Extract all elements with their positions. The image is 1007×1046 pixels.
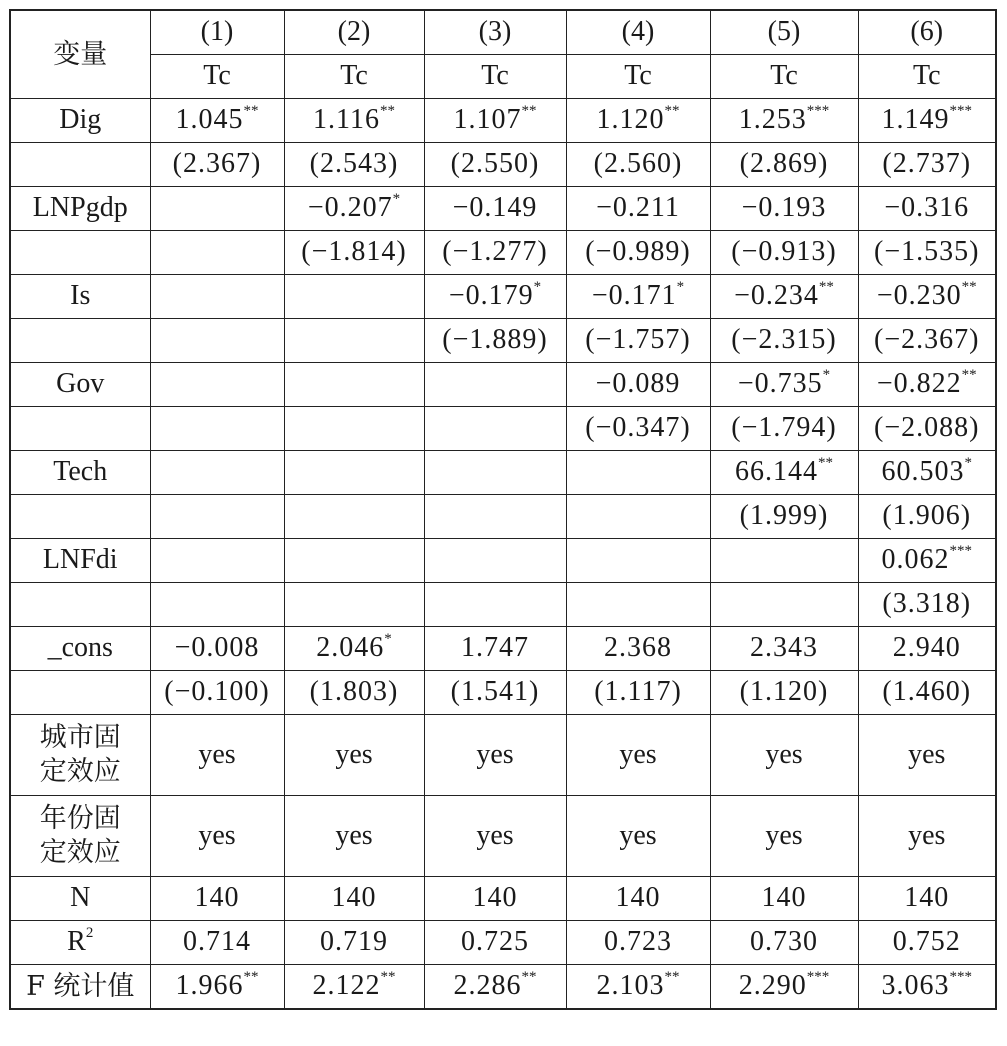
coefficient-value: 3.063 xyxy=(881,970,950,1002)
coefficient-value: 1.120 xyxy=(596,104,665,136)
f-statistic-cell xyxy=(858,965,996,1010)
t-statistic-cell xyxy=(150,583,284,627)
t-statistic-cell xyxy=(566,583,710,627)
t-statistic-cell xyxy=(150,407,284,451)
coefficient-value: 2.343 xyxy=(750,632,818,664)
significance-stars: * xyxy=(964,455,972,472)
t-statistic-cell: (−2.367) xyxy=(858,319,996,363)
fixed-effect-label-line1: 城市固 xyxy=(39,722,121,754)
dependent-variable: Tc xyxy=(424,55,566,99)
coefficient-value: −0.735 xyxy=(737,368,823,400)
significance-stars: *** xyxy=(949,969,972,986)
t-statistic-cell xyxy=(150,495,284,539)
significance-stars: ** xyxy=(521,969,537,986)
significance-stars: *** xyxy=(949,103,972,120)
coefficient-value: −0.171 xyxy=(591,280,677,312)
f-statistic-cell xyxy=(566,965,710,1010)
fixed-effect-value: yes xyxy=(858,715,996,796)
coefficient-row xyxy=(10,363,996,407)
coefficient-value: −0.316 xyxy=(884,192,970,224)
significance-stars: * xyxy=(533,279,542,296)
t-statistic-cell: (−1.889) xyxy=(424,319,566,363)
fixed-effect-value: yes xyxy=(858,796,996,877)
coefficient-cell xyxy=(710,187,858,231)
significance-stars: * xyxy=(384,631,392,648)
dependent-variable: Tc xyxy=(150,55,284,99)
t-statistic-cell: (2.869) xyxy=(710,143,858,187)
fixed-effect-label-line2: 定效应 xyxy=(39,756,121,787)
fixed-effect-value: yes xyxy=(150,715,284,796)
coefficient-value: −0.230 xyxy=(876,280,962,312)
t-statistic-cell: (1.117) xyxy=(566,671,710,715)
t-statistic-cell xyxy=(424,495,566,539)
fixed-effect-value: yes xyxy=(424,715,566,796)
t-statistic-cell: (1.460) xyxy=(858,671,996,715)
coefficient-value: 1.149 xyxy=(881,104,950,136)
coefficient-cell xyxy=(424,363,566,407)
t-statistic-cell: (−0.913) xyxy=(710,231,858,275)
coefficient-cell xyxy=(566,275,710,319)
coefficient-cell xyxy=(284,539,424,583)
r-squared-value: 0.714 xyxy=(150,921,284,965)
t-statistic-cell xyxy=(284,583,424,627)
t-statistic-cell xyxy=(150,319,284,363)
coefficient-cell xyxy=(150,187,284,231)
fixed-effect-value: yes xyxy=(710,715,858,796)
coefficient-cell xyxy=(858,275,996,319)
t-statistic-row xyxy=(10,495,996,539)
t-statistic-cell: (−1.535) xyxy=(858,231,996,275)
f-statistic-cell xyxy=(710,965,858,1010)
observations-value: 140 xyxy=(424,877,566,921)
fixed-effect-value: yes xyxy=(710,796,858,877)
coefficient-cell xyxy=(284,627,424,671)
fixed-effect-label-line2: 定效应 xyxy=(39,837,121,868)
t-statistic-cell: (1.120) xyxy=(710,671,858,715)
t-statistic-cell: (1.999) xyxy=(710,495,858,539)
fixed-effect-value: yes xyxy=(424,796,566,877)
coefficient-cell xyxy=(150,627,284,671)
observations-value: 140 xyxy=(284,877,424,921)
significance-stars: ** xyxy=(818,455,833,472)
dependent-variable: Tc xyxy=(566,55,710,99)
t-statistic-cell: (2.550) xyxy=(424,143,566,187)
t-statistic-row xyxy=(10,671,996,715)
t-statistic-cell: (1.906) xyxy=(858,495,996,539)
coefficient-cell xyxy=(858,451,996,495)
coefficient-cell xyxy=(858,363,996,407)
r-squared-label-base: R xyxy=(67,926,86,958)
t-statistic-cell xyxy=(710,583,858,627)
significance-stars: *** xyxy=(949,543,972,560)
t-statistic-cell: (−1.277) xyxy=(424,231,566,275)
t-statistic-row xyxy=(10,319,996,363)
coefficient-value: 1.966 xyxy=(175,970,244,1002)
coefficient-cell xyxy=(424,99,566,143)
r-squared-value: 0.719 xyxy=(284,921,424,965)
t-statistic-cell: (2.367) xyxy=(150,143,284,187)
significance-stars: * xyxy=(822,367,831,384)
t-statistic-cell: (−2.088) xyxy=(858,407,996,451)
coefficient-cell xyxy=(566,451,710,495)
coefficient-value: 1.107 xyxy=(453,104,522,136)
variable-label: LNFdi xyxy=(10,539,150,583)
coefficient-value: −0.008 xyxy=(174,632,260,664)
coefficient-cell xyxy=(566,539,710,583)
significance-stars: ** xyxy=(243,969,259,986)
variable-label: Is xyxy=(10,275,150,319)
coefficient-value: −0.179 xyxy=(448,280,534,312)
t-statistic-cell: (2.560) xyxy=(566,143,710,187)
observations-value: 140 xyxy=(858,877,996,921)
column-number: (3) xyxy=(424,10,566,55)
coefficient-cell xyxy=(566,363,710,407)
t-statistic-cell: (1.803) xyxy=(284,671,424,715)
t-statistic-cell: (1.541) xyxy=(424,671,566,715)
coefficient-cell xyxy=(284,275,424,319)
empty-label-cell xyxy=(10,671,150,715)
header-row-dependent xyxy=(10,55,996,99)
fixed-effect-label xyxy=(10,715,150,796)
coefficient-row xyxy=(10,99,996,143)
coefficient-row xyxy=(10,627,996,671)
empty-label-cell xyxy=(10,495,150,539)
coefficient-value: 1.253 xyxy=(738,104,807,136)
f-statistic-cell xyxy=(424,965,566,1010)
coefficient-cell xyxy=(284,99,424,143)
coefficient-cell xyxy=(710,627,858,671)
coefficient-value: 2.103 xyxy=(596,970,665,1002)
observations-row xyxy=(10,877,996,921)
coefficient-cell xyxy=(424,187,566,231)
observations-value: 140 xyxy=(150,877,284,921)
t-statistic-cell: (−0.100) xyxy=(150,671,284,715)
empty-label-cell xyxy=(10,231,150,275)
t-statistic-cell: (3.318) xyxy=(858,583,996,627)
coefficient-value: 2.046 xyxy=(316,632,385,664)
coefficient-cell xyxy=(424,539,566,583)
variable-label: Tech xyxy=(10,451,150,495)
fixed-effect-value: yes xyxy=(566,715,710,796)
coefficient-cell xyxy=(284,451,424,495)
variable-label: Dig xyxy=(10,99,150,143)
t-statistic-cell xyxy=(284,407,424,451)
significance-stars: *** xyxy=(806,969,830,986)
t-statistic-cell: (2.543) xyxy=(284,143,424,187)
coefficient-row xyxy=(10,539,996,583)
fixed-effect-row xyxy=(10,715,996,796)
coefficient-value: 60.503 xyxy=(881,456,965,488)
t-statistic-cell xyxy=(566,495,710,539)
header-row-columns xyxy=(10,10,996,55)
coefficient-value: 2.286 xyxy=(453,970,522,1002)
coefficient-value: −0.211 xyxy=(596,192,680,224)
coefficient-cell xyxy=(858,99,996,143)
coefficient-cell xyxy=(150,99,284,143)
t-statistic-cell: (−2.315) xyxy=(710,319,858,363)
t-statistic-cell xyxy=(284,495,424,539)
coefficient-cell xyxy=(710,363,858,407)
coefficient-cell xyxy=(150,539,284,583)
t-statistic-cell xyxy=(424,583,566,627)
coefficient-value: 66.144 xyxy=(735,456,818,488)
coefficient-cell xyxy=(424,275,566,319)
r-squared-value: 0.725 xyxy=(424,921,566,965)
variable-header: 变量 xyxy=(10,10,150,99)
regression-table xyxy=(9,9,997,1010)
f-statistic-label: F 统计值 xyxy=(10,965,150,1010)
observations-value: 140 xyxy=(710,877,858,921)
coefficient-value: 0.062 xyxy=(881,544,950,576)
coefficient-cell xyxy=(150,363,284,407)
significance-stars: ** xyxy=(243,103,259,120)
column-number: (1) xyxy=(150,10,284,55)
r-squared-label-exponent: 2 xyxy=(85,925,94,942)
column-number: (4) xyxy=(566,10,710,55)
f-statistic-cell xyxy=(284,965,424,1010)
fixed-effect-value: yes xyxy=(150,796,284,877)
r-squared-row xyxy=(10,921,996,965)
t-statistic-cell: (−1.794) xyxy=(710,407,858,451)
coefficient-value: −0.193 xyxy=(741,192,827,224)
variable-label: _cons xyxy=(10,627,150,671)
coefficient-value: 2.368 xyxy=(604,632,672,664)
f-statistic-row xyxy=(10,965,996,1010)
coefficient-cell xyxy=(710,539,858,583)
variable-label: Gov xyxy=(10,363,150,407)
coefficient-cell xyxy=(858,627,996,671)
empty-label-cell xyxy=(10,407,150,451)
significance-stars: ** xyxy=(664,103,680,120)
coefficient-value: 1.045 xyxy=(175,104,244,136)
t-statistic-cell: (−0.989) xyxy=(566,231,710,275)
fixed-effect-row xyxy=(10,796,996,877)
significance-stars: * xyxy=(392,191,401,208)
variable-label: LNPgdp xyxy=(10,187,150,231)
coefficient-cell xyxy=(858,187,996,231)
coefficient-value: 2.940 xyxy=(892,632,961,664)
coefficient-cell xyxy=(150,451,284,495)
coefficient-row xyxy=(10,275,996,319)
coefficient-cell xyxy=(150,275,284,319)
t-statistic-cell: (−0.347) xyxy=(566,407,710,451)
significance-stars: ** xyxy=(961,367,977,384)
coefficient-cell xyxy=(566,187,710,231)
column-number: (5) xyxy=(710,10,858,55)
t-statistic-row xyxy=(10,583,996,627)
r-squared-label xyxy=(10,921,150,965)
significance-stars: *** xyxy=(806,103,830,120)
fixed-effect-label-line1: 年份固 xyxy=(39,803,121,835)
coefficient-value: −0.089 xyxy=(595,368,681,400)
column-number: (6) xyxy=(858,10,996,55)
coefficient-value: −0.234 xyxy=(734,280,819,312)
coefficient-value: −0.822 xyxy=(876,368,962,400)
coefficient-cell xyxy=(284,187,424,231)
t-statistic-cell: (−1.757) xyxy=(566,319,710,363)
empty-label-cell xyxy=(10,583,150,627)
coefficient-value: 1.116 xyxy=(313,104,380,136)
coefficient-cell xyxy=(284,363,424,407)
coefficient-cell xyxy=(566,627,710,671)
t-statistic-cell xyxy=(150,231,284,275)
t-statistic-cell xyxy=(284,319,424,363)
r-squared-value: 0.730 xyxy=(710,921,858,965)
fixed-effect-value: yes xyxy=(566,796,710,877)
coefficient-row xyxy=(10,187,996,231)
coefficient-value: 1.747 xyxy=(461,632,529,664)
significance-stars: ** xyxy=(380,969,396,986)
coefficient-cell xyxy=(424,451,566,495)
t-statistic-row xyxy=(10,407,996,451)
coefficient-cell xyxy=(710,451,858,495)
t-statistic-cell: (2.737) xyxy=(858,143,996,187)
t-statistic-cell xyxy=(424,407,566,451)
coefficient-row xyxy=(10,451,996,495)
fixed-effect-label xyxy=(10,796,150,877)
fixed-effect-value: yes xyxy=(284,796,424,877)
empty-label-cell xyxy=(10,143,150,187)
coefficient-value: −0.207 xyxy=(307,192,393,224)
observations-value: 140 xyxy=(566,877,710,921)
empty-label-cell xyxy=(10,319,150,363)
t-statistic-cell: (−1.814) xyxy=(284,231,424,275)
r-squared-value: 0.752 xyxy=(858,921,996,965)
dependent-variable: Tc xyxy=(284,55,424,99)
observations-label: N xyxy=(10,877,150,921)
f-statistic-cell xyxy=(150,965,284,1010)
significance-stars: ** xyxy=(818,279,834,296)
dependent-variable: Tc xyxy=(710,55,858,99)
significance-stars: ** xyxy=(379,103,395,120)
coefficient-value: 2.122 xyxy=(312,970,381,1002)
coefficient-value: −0.149 xyxy=(452,192,538,224)
r-squared-value: 0.723 xyxy=(566,921,710,965)
significance-stars: ** xyxy=(664,969,680,986)
column-number: (2) xyxy=(284,10,424,55)
coefficient-cell xyxy=(566,99,710,143)
coefficient-cell xyxy=(858,539,996,583)
fixed-effect-value: yes xyxy=(284,715,424,796)
t-statistic-row xyxy=(10,143,996,187)
significance-stars: * xyxy=(676,279,685,296)
coefficient-value: 2.290 xyxy=(738,970,807,1002)
coefficient-cell xyxy=(710,99,858,143)
t-statistic-row xyxy=(10,231,996,275)
significance-stars: ** xyxy=(521,103,537,120)
coefficient-cell xyxy=(424,627,566,671)
dependent-variable: Tc xyxy=(858,55,996,99)
coefficient-cell xyxy=(710,275,858,319)
significance-stars: ** xyxy=(961,279,977,296)
